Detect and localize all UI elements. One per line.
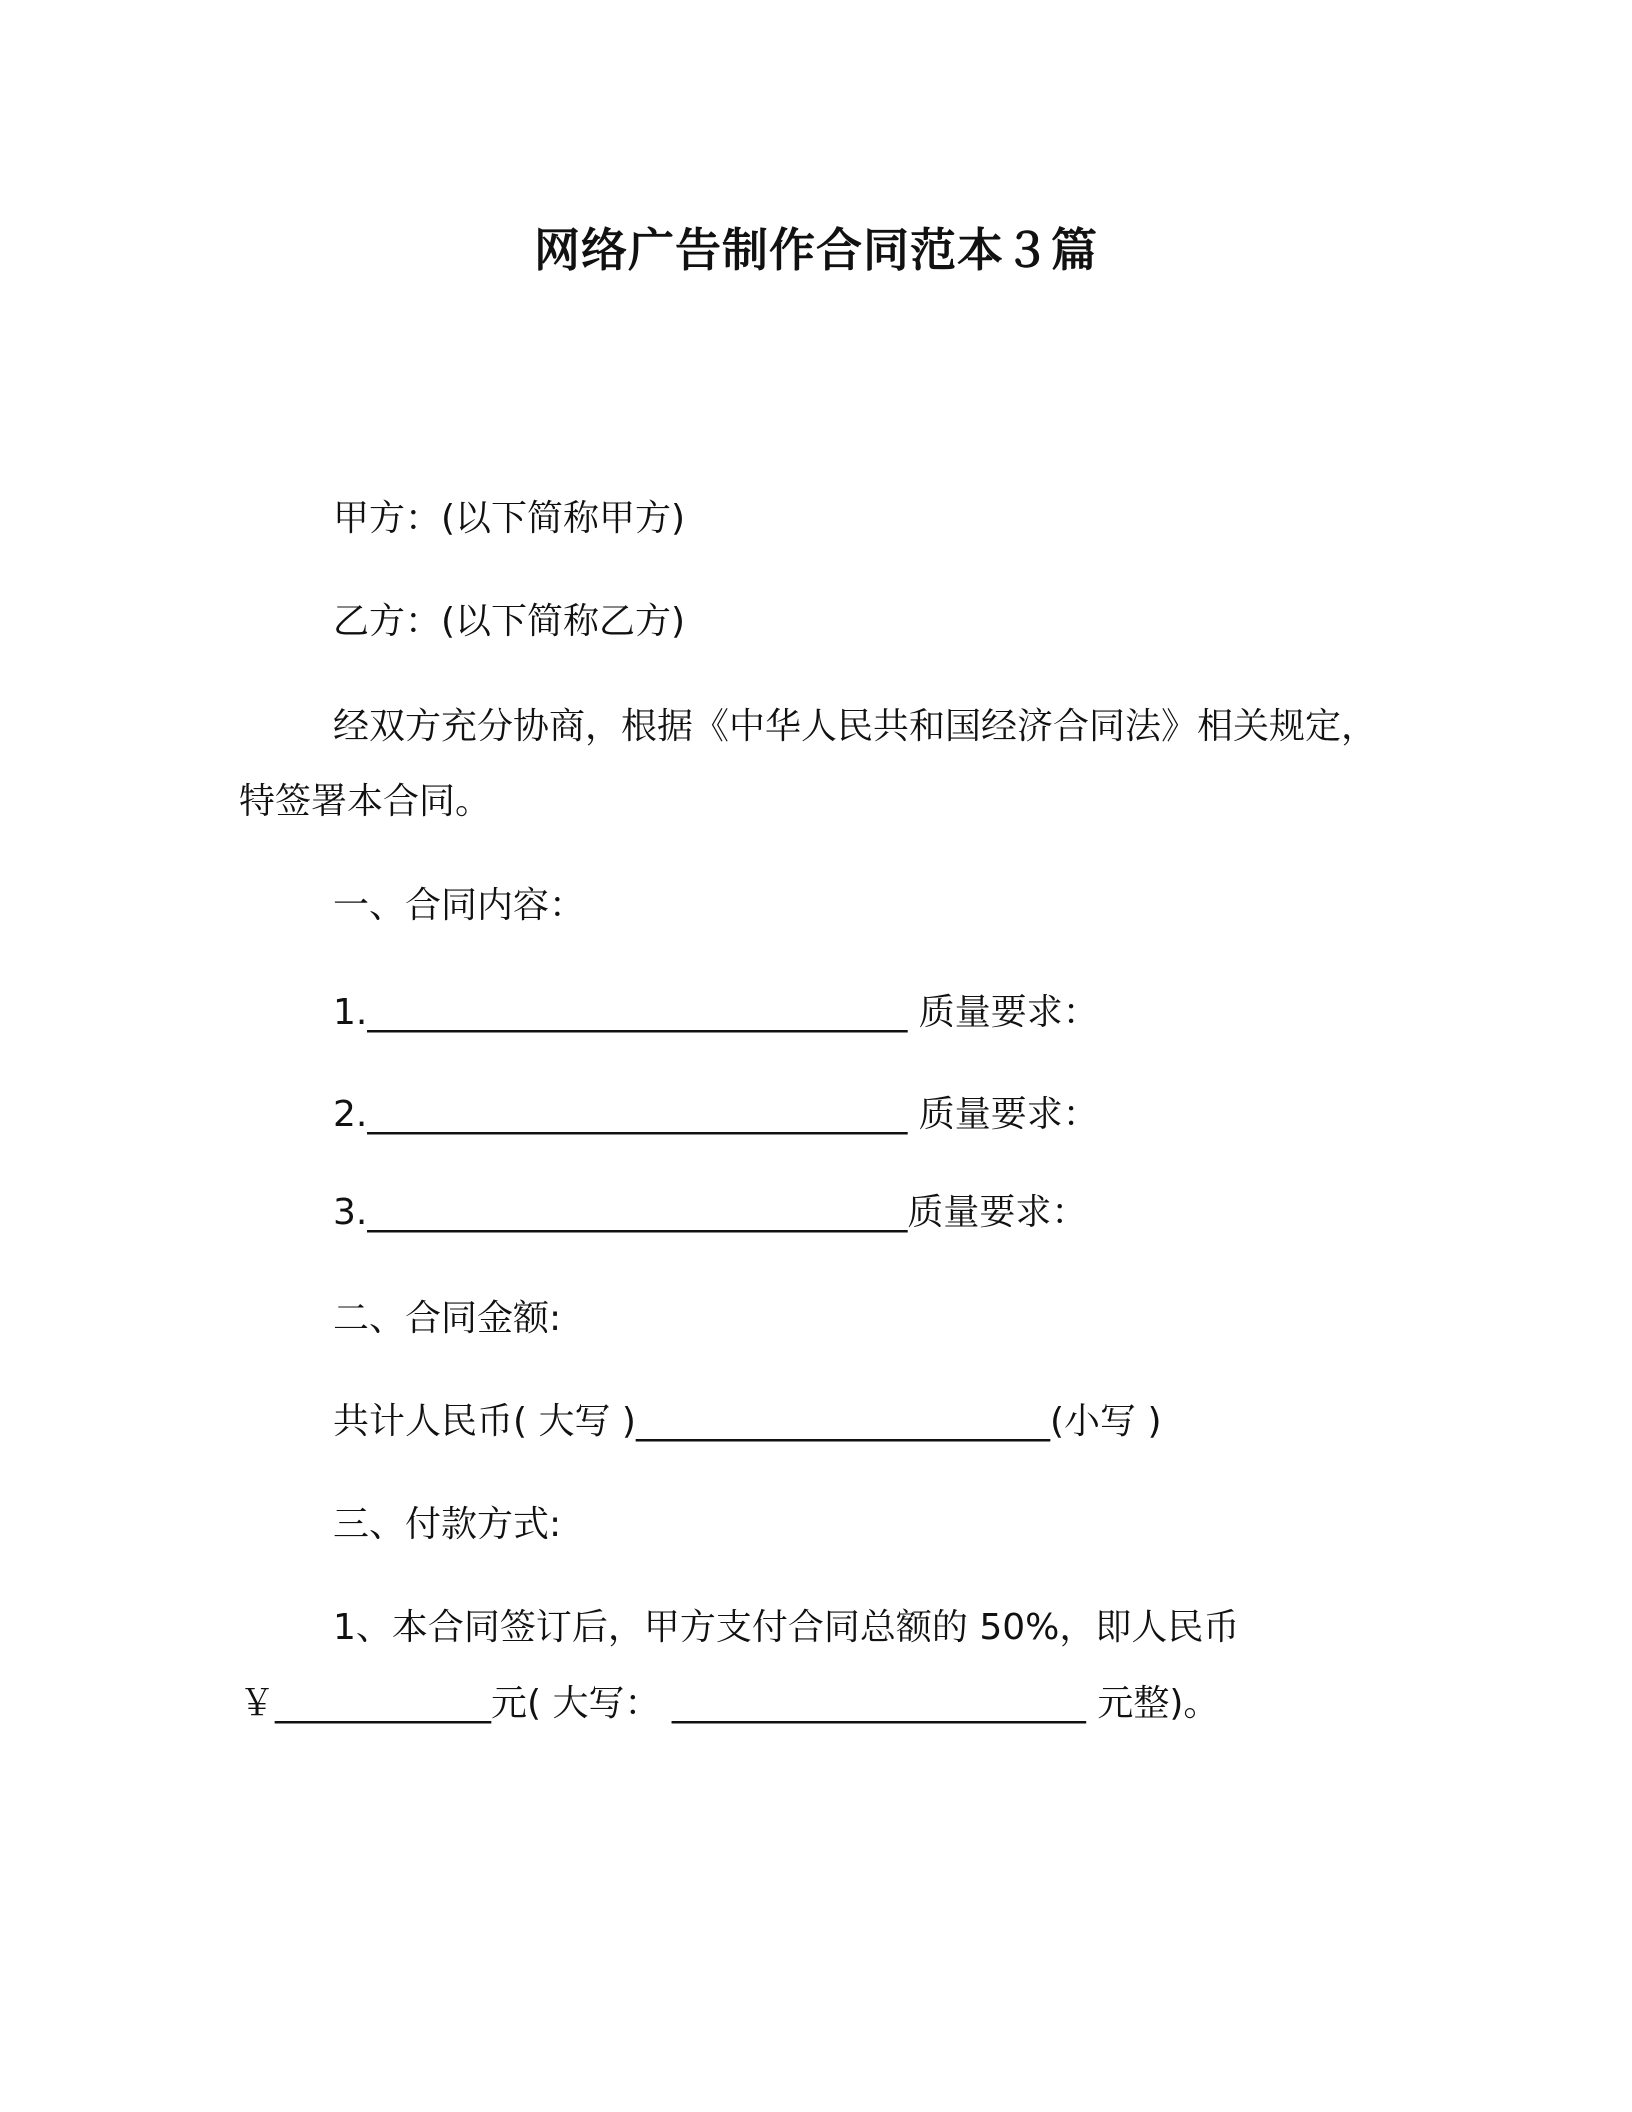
amount-line: 共计人民币( 大写 )_______________________(小写 ) (333, 1401, 1162, 1442)
party-b-line: 乙方：(以下简称乙方) (333, 601, 686, 642)
preamble-line-1: 经双方充分协商，根据《中华人民共和国经济合同法》相关规定， (333, 706, 1378, 747)
section-3-heading: 三、付款方式: (333, 1504, 562, 1545)
document-title: 网络广告制作合同范本３篇 (534, 223, 1098, 277)
content-item-2: 2.______________________________ 质量要求： (333, 1094, 1099, 1135)
content-item-1: 1.______________________________ 质量要求： (333, 992, 1099, 1033)
section-1-heading: 一、合同内容： (333, 885, 586, 926)
section-2-heading: 二、合同金额: (333, 1298, 562, 1339)
content-item-3: 3.______________________________质量要求： (333, 1192, 1088, 1233)
payment-line-2: ￥____________元( 大写： _______________________ 元整)。 (239, 1683, 1220, 1724)
preamble-line-2: 特签署本合同。 (239, 781, 492, 822)
payment-line-1: 1、本合同签订后，甲方支付合同总额的 50%，即人民币 (333, 1607, 1240, 1648)
party-a-line: 甲方：(以下简称甲方) (333, 498, 686, 539)
